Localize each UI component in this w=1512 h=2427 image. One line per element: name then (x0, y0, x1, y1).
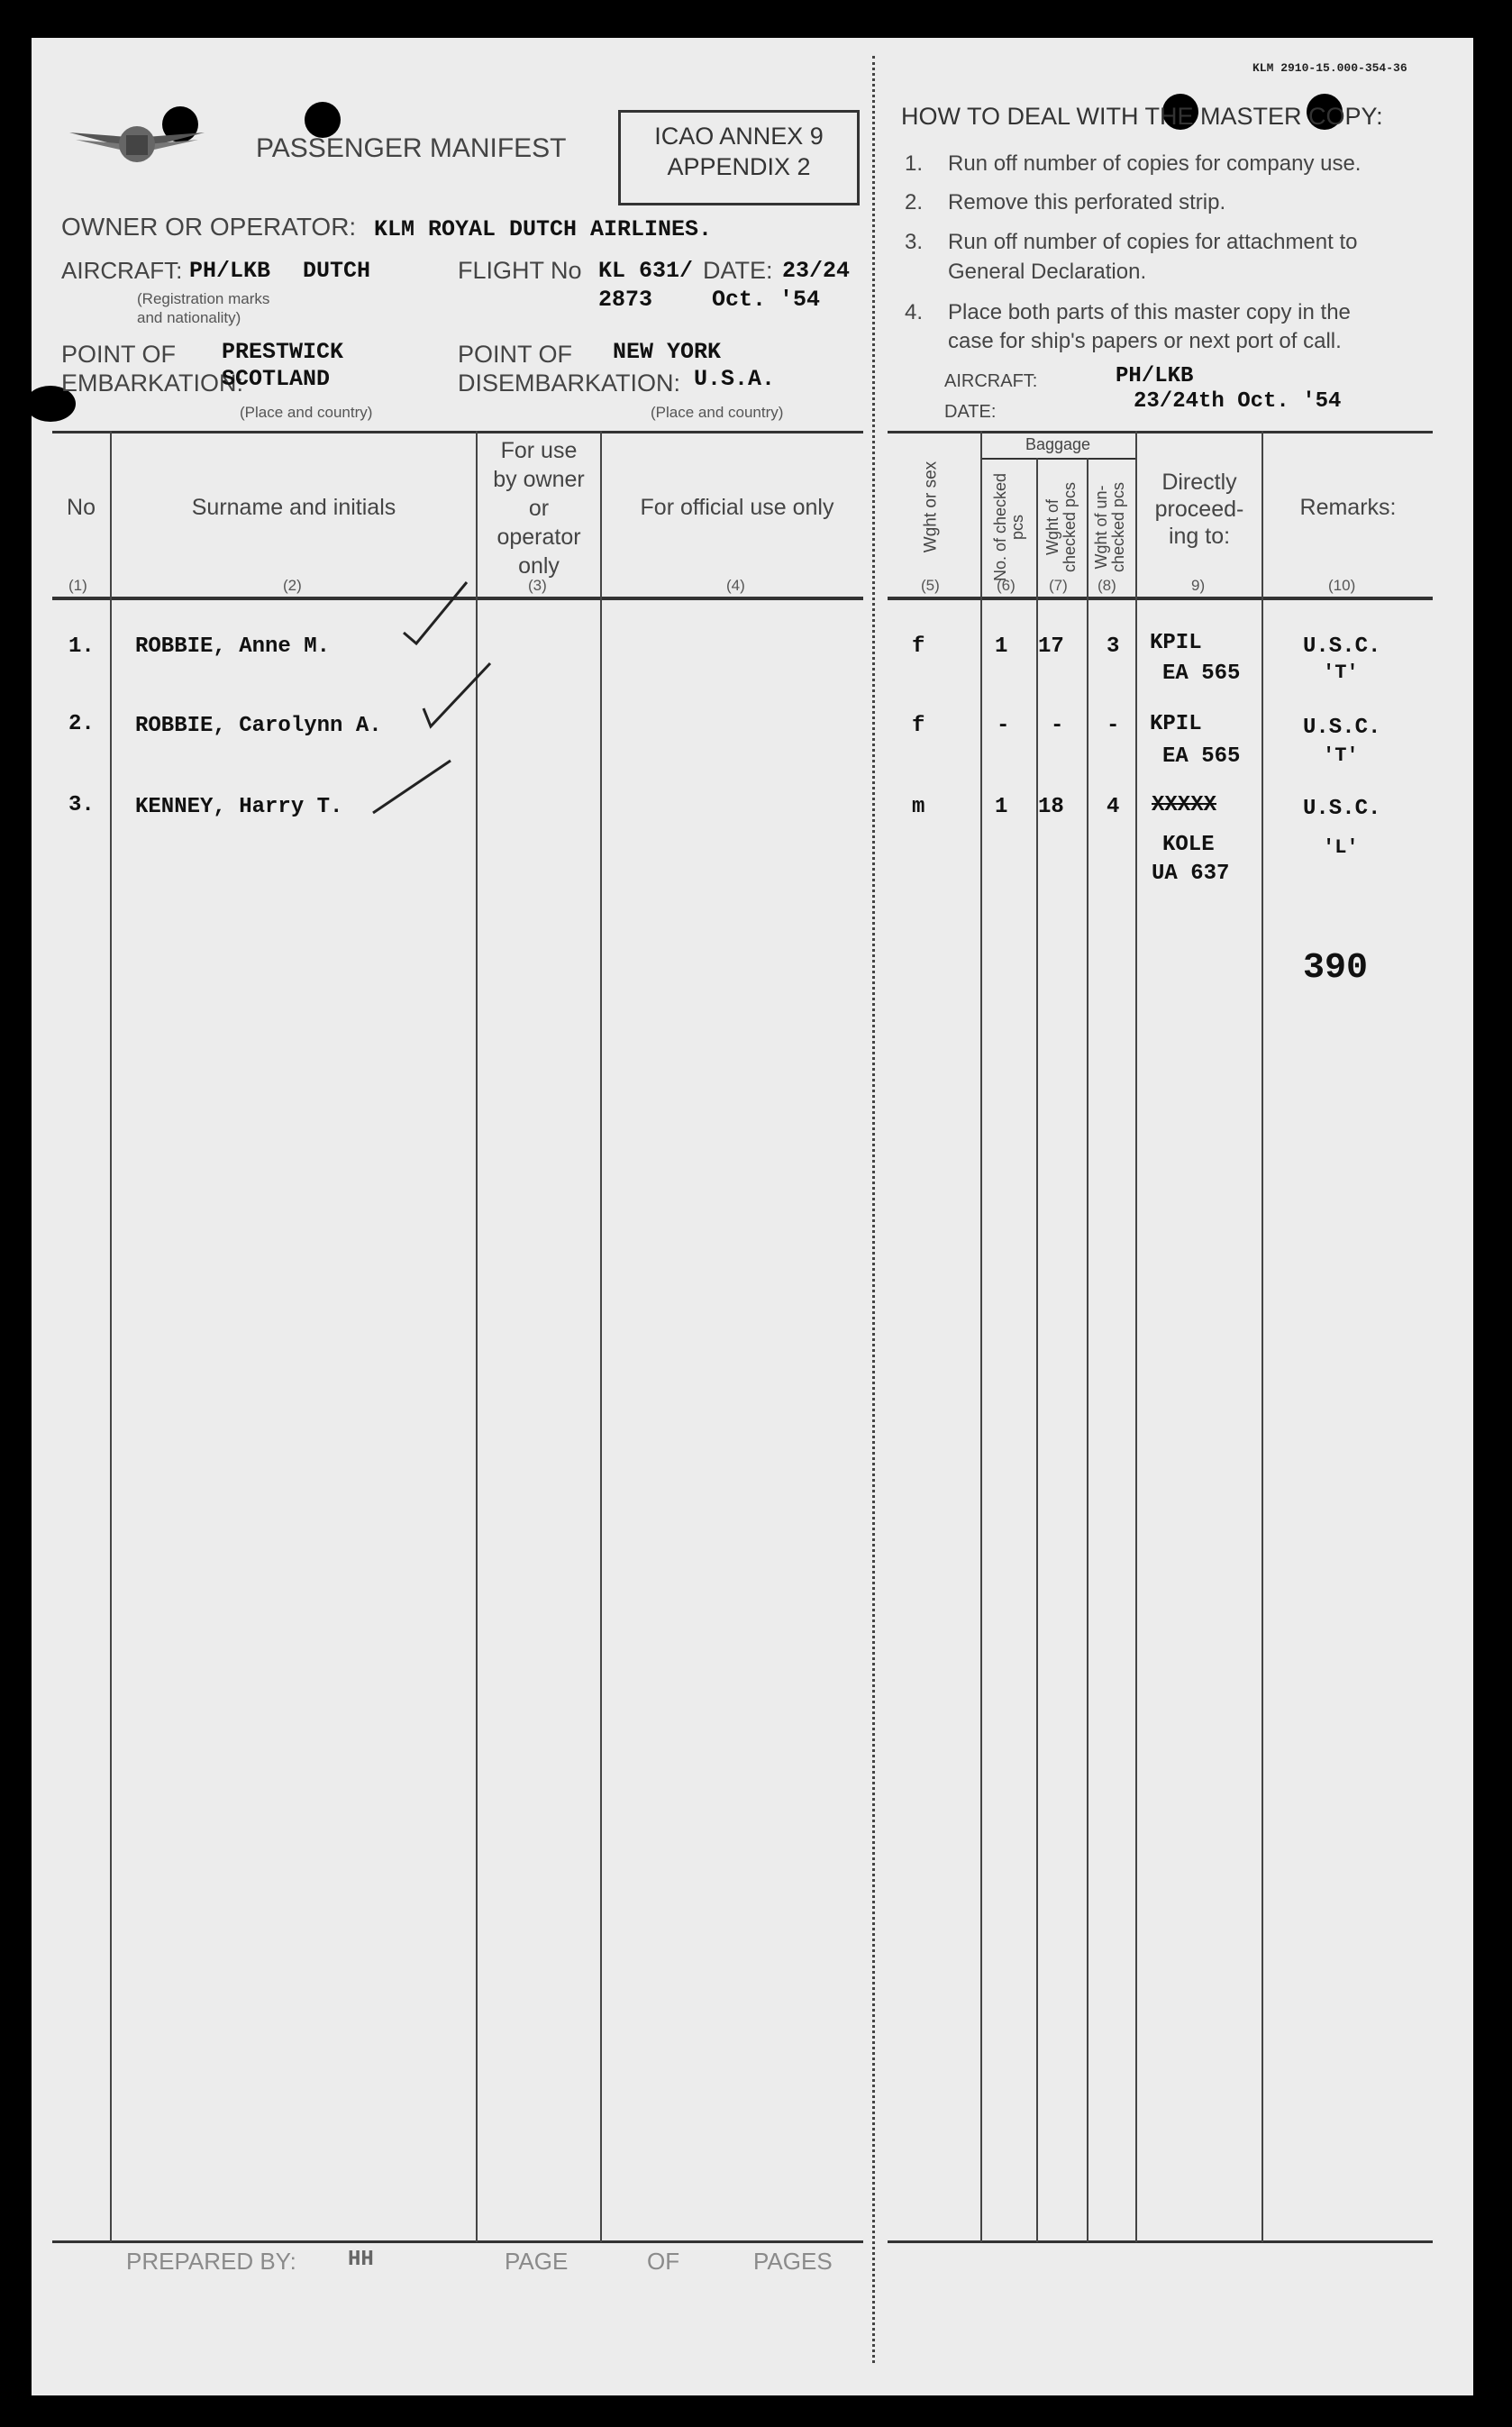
col-number: (7) (1049, 577, 1068, 594)
table-bottom-rule (888, 2240, 1433, 2243)
flight-value: KL 631/ (598, 258, 694, 284)
passenger-no: 1. (68, 634, 95, 659)
registration-note: (Registration marks (137, 290, 270, 307)
date-label: DATE: (703, 257, 773, 284)
baggage-weight: - (1051, 714, 1064, 738)
baggage-unchecked: 4 (1107, 795, 1120, 819)
col-header-directly (1137, 469, 1262, 550)
col-number: (6) (997, 577, 1016, 594)
column-rule (110, 431, 112, 2242)
prepared-by-label: PREPARED BY: (126, 2248, 296, 2275)
col-header-owner-line: by owner (493, 467, 585, 492)
flight-value-2: 2873 (598, 287, 653, 313)
baggage-pcs: - (997, 714, 1010, 738)
baggage-unchecked: - (1107, 714, 1120, 738)
baggage-rule (980, 458, 1135, 460)
page-title: PASSENGER MANIFEST (256, 133, 567, 163)
aircraft-reg: PH/LKB (189, 258, 271, 284)
instructions-aircraft-label: AIRCRAFT: (944, 371, 1038, 391)
destination: KPIL (1150, 712, 1202, 736)
registration-note: and nationality) (137, 309, 241, 326)
point-of-label: POINT OF (61, 341, 177, 368)
place-country-note: (Place and country) (651, 404, 784, 421)
col-header-directly-line: proceed- (1154, 497, 1244, 522)
column-rule (1135, 431, 1137, 2242)
instructions-date-label: DATE: (944, 402, 997, 422)
perforation-line (872, 56, 875, 2363)
date-value: 23/24 (782, 258, 851, 284)
punch-hole (305, 102, 341, 138)
place-country-note: (Place and country) (240, 404, 373, 421)
col-header-baggage: Baggage (1025, 435, 1091, 453)
destination-flight: EA 565 (1162, 744, 1241, 769)
instruction-number: 4. (905, 300, 924, 324)
baggage-weight: 17 (1038, 634, 1064, 659)
remarks: U.S.C. (1303, 797, 1381, 821)
col-number: 9) (1191, 577, 1206, 594)
baggage-pcs: 1 (995, 795, 1008, 819)
remarks-code: 'T' (1323, 744, 1359, 767)
col-header-owner-line: operator (496, 525, 581, 550)
baggage-pcs: 1 (995, 634, 1008, 659)
col-number: (5) (921, 577, 940, 594)
col-header-wght-unchecked: Wght of un-checked pcs (1092, 481, 1127, 573)
passenger-name: ROBBIE, Anne M. (135, 634, 331, 659)
aircraft-nationality: DUTCH (303, 258, 371, 284)
column-rule (600, 431, 602, 2242)
instructions-title: HOW TO DEAL WITH THE MASTER COPY: (901, 103, 1383, 130)
remarks: U.S.C. (1303, 716, 1381, 740)
baggage-unchecked: 3 (1107, 634, 1120, 659)
instruction-text: Remove this perforated strip. (948, 190, 1226, 214)
col-number: (3) (528, 577, 547, 594)
passenger-sex: f (912, 714, 925, 738)
destination-flight: EA 565 (1162, 661, 1241, 686)
remarks: U.S.C. (1303, 634, 1381, 659)
destination: KPIL (1150, 631, 1202, 655)
destination-flight: UA 637 (1152, 862, 1230, 886)
col-header-wght-sex: Wght or sex (921, 461, 941, 553)
pages-label: PAGES (753, 2248, 833, 2275)
owner-value: KLM ROYAL DUTCH AIRLINES. (374, 216, 713, 242)
col-header-wght-checked: Wght of checked pcs (1043, 481, 1079, 573)
aircraft-label: AIRCRAFT: (61, 257, 183, 284)
col-header-owner-line: only (518, 553, 560, 579)
table-bottom-rule (52, 2240, 863, 2243)
checkmark-icon (369, 757, 460, 820)
instruction-text: Place both parts of this master copy in the (948, 300, 1351, 324)
passenger-name: ROBBIE, Carolynn A. (135, 714, 382, 738)
col-number: (1) (68, 577, 87, 594)
instructions-aircraft-value: PH/LKB (1116, 364, 1194, 388)
destination-struck: XXXXX (1152, 793, 1217, 817)
remarks-code: 'T' (1323, 661, 1359, 684)
owner-label: OWNER OR OPERATOR: (61, 213, 357, 241)
checkmark-icon (396, 577, 487, 649)
passenger-sex: m (912, 795, 925, 819)
date-value-2: Oct. '54 (712, 287, 821, 313)
remarks-code: 'L' (1323, 836, 1359, 859)
col-header-official-use: For official use only (640, 495, 834, 520)
col-header-owner-line: or (528, 496, 550, 521)
col-header-owner-use (478, 436, 600, 580)
column-rule (1262, 431, 1263, 2242)
prepared-by-initials: HH (348, 2248, 374, 2272)
destination: KOLE (1162, 833, 1215, 857)
col-number: (4) (726, 577, 745, 594)
table-header-rule (888, 597, 1433, 600)
passenger-no: 2. (68, 712, 95, 736)
col-header-no: No (67, 495, 96, 520)
passenger-no: 3. (68, 793, 95, 817)
column-rule (1087, 458, 1088, 2242)
column-rule (980, 431, 982, 2242)
embark-country: SCOTLAND (222, 366, 331, 392)
passenger-name: KENNEY, Harry T. (135, 795, 343, 819)
point-of-label-2: POINT OF (458, 341, 573, 368)
column-rule (1036, 458, 1038, 2242)
col-header-directly-line: Directly (1161, 470, 1237, 495)
instruction-text: General Declaration. (948, 260, 1147, 284)
instruction-text: Run off number of copies for attachment to (948, 230, 1358, 254)
stamp-number: 390 (1303, 948, 1369, 989)
instruction-text: Run off number of copies for company use. (948, 151, 1362, 176)
instruction-number: 1. (905, 151, 924, 176)
page-label: PAGE (505, 2248, 569, 2275)
col-header-owner-line: For use (500, 438, 578, 463)
col-header-no-checked: No. of checked pcs (991, 472, 1026, 582)
icao-annex: ICAO ANNEX 9 (654, 123, 824, 150)
klm-logo-icon (65, 110, 209, 173)
col-header-surname: Surname and initials (191, 495, 396, 520)
passenger-sex: f (912, 634, 925, 659)
embark-place: PRESTWICK (222, 339, 344, 365)
disembark-country: U.S.A. (694, 366, 776, 392)
col-header-remarks: Remarks: (1299, 495, 1397, 520)
col-number: (10) (1328, 577, 1356, 594)
embarkation-label: EMBARKATION: (61, 370, 244, 397)
disembark-place: NEW YORK (613, 339, 722, 365)
col-header-directly-line: ing to: (1168, 524, 1231, 549)
table-top-rule (52, 431, 863, 433)
baggage-weight: 18 (1038, 795, 1064, 819)
col-number: (8) (1098, 577, 1116, 594)
flight-label: FLIGHT No (458, 257, 582, 284)
col-number: (2) (283, 577, 302, 594)
of-label: OF (647, 2248, 680, 2275)
instruction-text: case for ship's papers or next port of call. (948, 329, 1342, 353)
icao-appendix: APPENDIX 2 (667, 153, 811, 180)
instructions-date-value: 23/24th Oct. '54 (1134, 389, 1342, 414)
checkmark-icon (418, 661, 499, 734)
disembarkation-label: DISEMBARKATION: (458, 370, 681, 397)
form-code: KLM 2910-15.000-354-36 (1252, 61, 1407, 75)
instruction-number: 2. (905, 190, 924, 214)
instruction-number: 3. (905, 230, 924, 254)
table-top-rule (888, 431, 1433, 433)
